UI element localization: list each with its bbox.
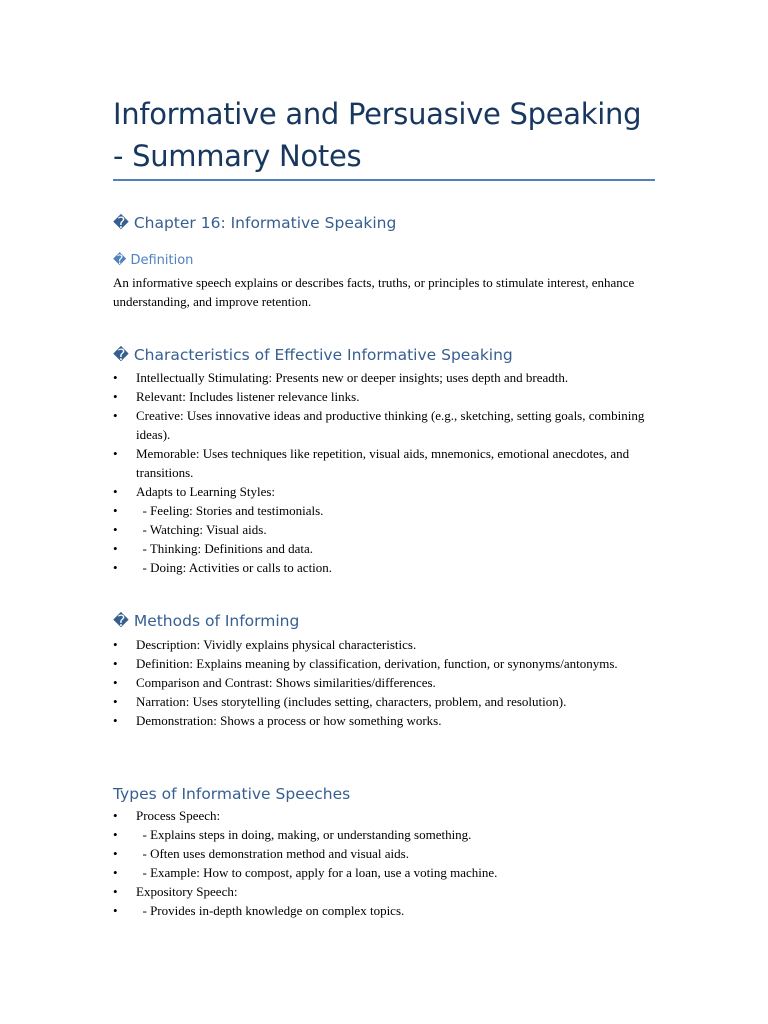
list-item (113, 844, 661, 863)
list-item-text: Relevant: Includes listener relevance links. (136, 389, 360, 404)
list-item (113, 901, 661, 920)
bullet-icon: • (113, 408, 118, 423)
methods-heading: � Methods of Informing (113, 612, 300, 630)
list-item (113, 863, 661, 882)
list-item (113, 482, 661, 501)
list-item (113, 654, 661, 673)
characteristics-heading: � Characteristics of Effective Informative Speaking (113, 346, 513, 364)
list-item (113, 558, 661, 577)
title-underline (113, 179, 655, 181)
list-item-text: Description: Vividly explains physical characteristics. (136, 637, 417, 652)
list-item (113, 711, 661, 730)
list-item (113, 692, 661, 711)
methods-list (113, 635, 661, 730)
bullet-icon: • (113, 846, 118, 861)
bullet-icon: • (113, 675, 118, 690)
list-item (113, 635, 661, 654)
list-item-text: Process Speech: (136, 808, 221, 823)
bullet-icon: • (113, 903, 118, 918)
list-item (113, 673, 661, 692)
list-item (113, 406, 661, 444)
list-item-text: Intellectually Stimulating: Presents new or deeper insights; uses depth and breadth. (136, 370, 569, 385)
list-item (113, 806, 661, 825)
list-item-text: - Example: How to compost, apply for a loan, use a voting machine. (136, 865, 498, 880)
list-item-text: Demonstration: Shows a process or how something works. (136, 713, 442, 728)
bullet-icon: • (113, 522, 118, 537)
list-item (113, 501, 661, 520)
list-item-text: - Watching: Visual aids. (136, 522, 267, 537)
bullet-icon: • (113, 370, 118, 385)
document-title: Informative and Persuasive Speaking - Summary Notes (113, 97, 642, 173)
bullet-icon: • (113, 808, 118, 823)
bullet-icon: • (113, 389, 118, 404)
list-item-text: - Provides in-depth knowledge on complex topics. (136, 903, 405, 918)
list-item (113, 539, 661, 558)
list-item-text: - Feeling: Stories and testimonials. (136, 503, 324, 518)
types-heading: Types of Informative Speeches (113, 785, 351, 803)
list-item-text: - Doing: Activities or calls to action. (136, 560, 333, 575)
bullet-icon: • (113, 541, 118, 556)
definition-heading: � Definition (113, 253, 194, 268)
characteristics-list (113, 368, 661, 577)
types-list (113, 806, 661, 920)
bullet-icon: • (113, 713, 118, 728)
list-item-text: Creative: Uses innovative ideas and productive thinking (e.g., sketching, setting goals, combining ideas). (136, 408, 648, 442)
bullet-icon: • (113, 503, 118, 518)
bullet-icon: • (113, 484, 118, 499)
list-item-text: - Explains steps in doing, making, or understanding something. (136, 827, 472, 842)
list-item (113, 368, 661, 387)
bullet-icon: • (113, 865, 118, 880)
list-item (113, 520, 661, 539)
definition-text: An informative speech explains or describes facts, truths, or principles to stimulate interest, enhance understanding, and improve retention. (113, 275, 635, 309)
list-item (113, 444, 661, 482)
bullet-icon: • (113, 637, 118, 652)
list-item-text: Comparison and Contrast: Shows similarities/differences. (136, 675, 436, 690)
bullet-icon: • (113, 656, 118, 671)
list-item-text: Narration: Uses storytelling (includes setting, characters, problem, and resolution). (136, 694, 567, 709)
list-item-text: Definition: Explains meaning by classification, derivation, function, or synonyms/antonyms. (136, 656, 618, 671)
list-item-text: - Often uses demonstration method and visual aids. (136, 846, 409, 861)
list-item-text: Adapts to Learning Styles: (136, 484, 276, 499)
bullet-icon: • (113, 827, 118, 842)
list-item-text: Expository Speech: (136, 884, 238, 899)
bullet-icon: • (113, 694, 118, 709)
bullet-icon: • (113, 884, 118, 899)
list-item (113, 387, 661, 406)
chapter-16-heading: � Chapter 16: Informative Speaking (113, 214, 397, 232)
list-item (113, 825, 661, 844)
list-item-text: - Thinking: Definitions and data. (136, 541, 314, 556)
list-item (113, 882, 661, 901)
bullet-icon: • (113, 446, 118, 461)
bullet-icon: • (113, 560, 118, 575)
list-item-text: Memorable: Uses techniques like repetition, visual aids, mnemonics, emotional anecdotes, and transitions. (136, 446, 633, 480)
